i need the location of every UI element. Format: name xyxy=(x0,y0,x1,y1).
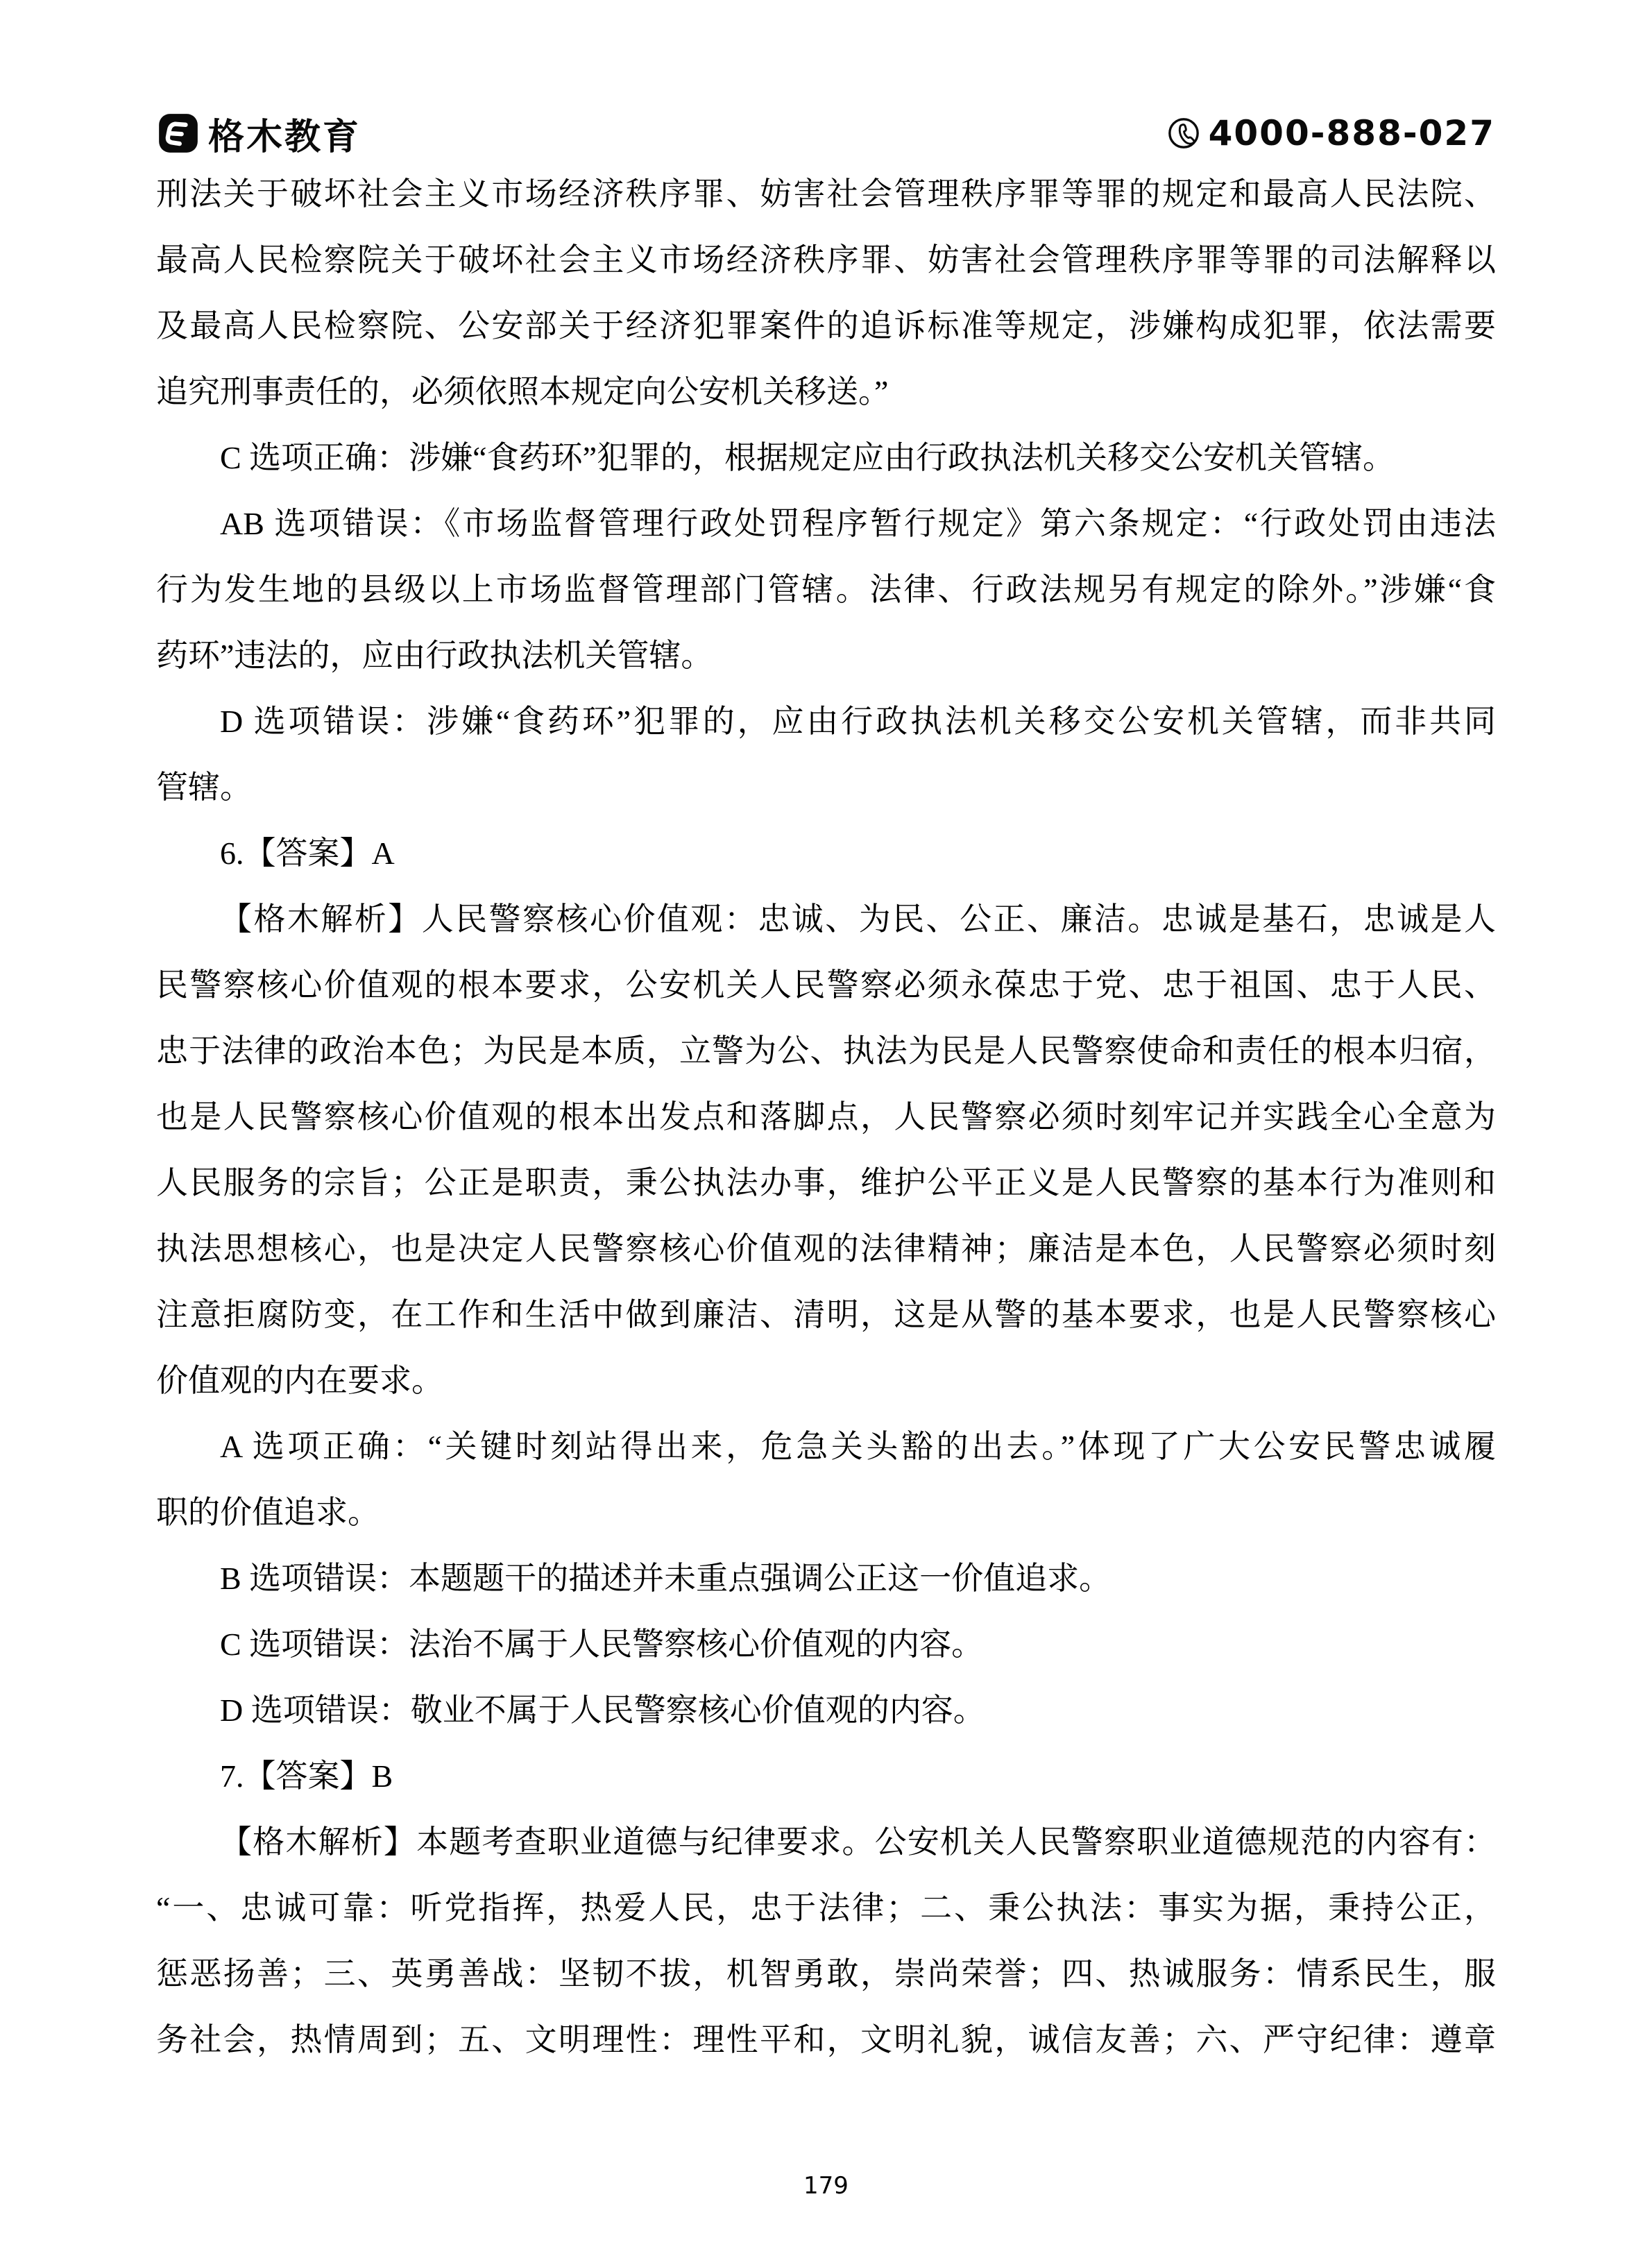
body-line: 【格木解析】本题考查职业道德与纪律要求。公安机关人民警察职业道德规范的内容有： xyxy=(220,1824,1496,1860)
body-line: 及最高人民检察院、公安部关于经济犯罪案件的追诉标准等规定，涉嫌构成犯罪，依法需要 xyxy=(156,308,1496,343)
body-line: 行为发生地的县级以上市场监督管理部门管辖。法律、行政法规另有规定的除外。”涉嫌“食 xyxy=(156,572,1496,607)
body-line: 最高人民检察院关于破坏社会主义市场经济秩序罪、妨害社会管理秩序罪等罪的司法解释以 xyxy=(156,242,1496,278)
body-line: 管辖。 xyxy=(156,770,252,805)
brand-name: 格木教育 xyxy=(208,117,361,158)
body-line: 7.【答案】B xyxy=(220,1758,393,1794)
body-line: 6.【答案】A xyxy=(220,835,395,871)
body-line: 务社会，热情周到；五、文明理性：理性平和，文明礼貌，诚信友善；六、严守纪律：遵章 xyxy=(156,2022,1496,2057)
body-line: 职的价值追求。 xyxy=(156,1495,380,1530)
body-line: B 选项错误：本题题干的描述并未重点强调公正这一价值追求。 xyxy=(220,1561,1112,1596)
page-header xyxy=(158,104,1495,162)
page-number: 179 xyxy=(803,2172,849,2200)
body-line: 也是人民警察核心价值观的根本出发点和落脚点，人民警察必须时刻牢记并实践全心全意为 xyxy=(156,1099,1496,1135)
contact-phone xyxy=(1167,113,1495,153)
body-line: 注意拒腐防变，在工作和生活中做到廉洁、清明，这是从警的基本要求，也是人民警察核心 xyxy=(156,1297,1496,1332)
body-line: 价值观的内在要求。 xyxy=(156,1363,443,1398)
body-line: C 选项正确：涉嫌“食药环”犯罪的，根据规定应由行政执法机关移交公安机关管辖。 xyxy=(220,440,1395,475)
body-line: “一、忠诚可靠：听党指挥，热爱人民，忠于法律；二、秉公执法：事实为据，秉持公正， xyxy=(156,1890,1496,1926)
body-line: D 选项错误：涉嫌“食药环”犯罪的，应由行政执法机关移交公安机关管辖，而非共同 xyxy=(220,704,1496,739)
phone-number: 4000-888-027 xyxy=(1208,113,1495,153)
document-body xyxy=(156,161,1496,2073)
body-line: 刑法关于破坏社会主义市场经济秩序罪、妨害社会管理秩序罪等罪的规定和最高人民法院、 xyxy=(156,176,1496,212)
body-line: AB 选项错误：《市场监督管理行政处罚程序暂行规定》第六条规定：“行政处罚由违法 xyxy=(220,506,1496,541)
body-line: 人民服务的宗旨；公正是职责，秉公执法办事，维护公平正义是人民警察的基本行为准则和 xyxy=(156,1165,1496,1200)
body-line: 民警察核心价值观的根本要求，公安机关人民警察必须永葆忠于党、忠于祖国、忠于人民、 xyxy=(156,967,1496,1003)
body-line: 药环”违法的，应由行政执法机关管辖。 xyxy=(156,638,713,673)
body-line: 执法思想核心，也是决定人民警察核心价值观的法律精神；廉洁是本色，人民警察必须时刻 xyxy=(156,1231,1496,1266)
body-line: 惩恶扬善；三、英勇善战：坚韧不拔，机智勇敢，崇尚荣誉；四、热诚服务：情系民生，服 xyxy=(156,1956,1496,1992)
body-line: A 选项正确：“关键时刻站得出来，危急关头豁的出去。”体现了广大公安民警忠诚履 xyxy=(220,1429,1496,1464)
brand-logo xyxy=(158,108,361,160)
phone-icon xyxy=(1167,117,1200,150)
body-line: 忠于法律的政治本色；为民是本质，立警为公、执法为民是人民警察使命和责任的根本归宿， xyxy=(156,1033,1496,1069)
body-line: C 选项错误：法治不属于人民警察核心价值观的内容。 xyxy=(220,1627,984,1662)
gemu-logo-icon xyxy=(158,113,198,153)
body-line: D 选项错误：敬业不属于人民警察核心价值观的内容。 xyxy=(220,1692,985,1728)
body-line: 【格木解析】人民警察核心价值观：忠诚、为民、公正、廉洁。忠诚是基石，忠诚是人 xyxy=(220,901,1496,937)
body-line: 追究刑事责任的，必须依照本规定向公安机关移送。” xyxy=(156,374,889,409)
